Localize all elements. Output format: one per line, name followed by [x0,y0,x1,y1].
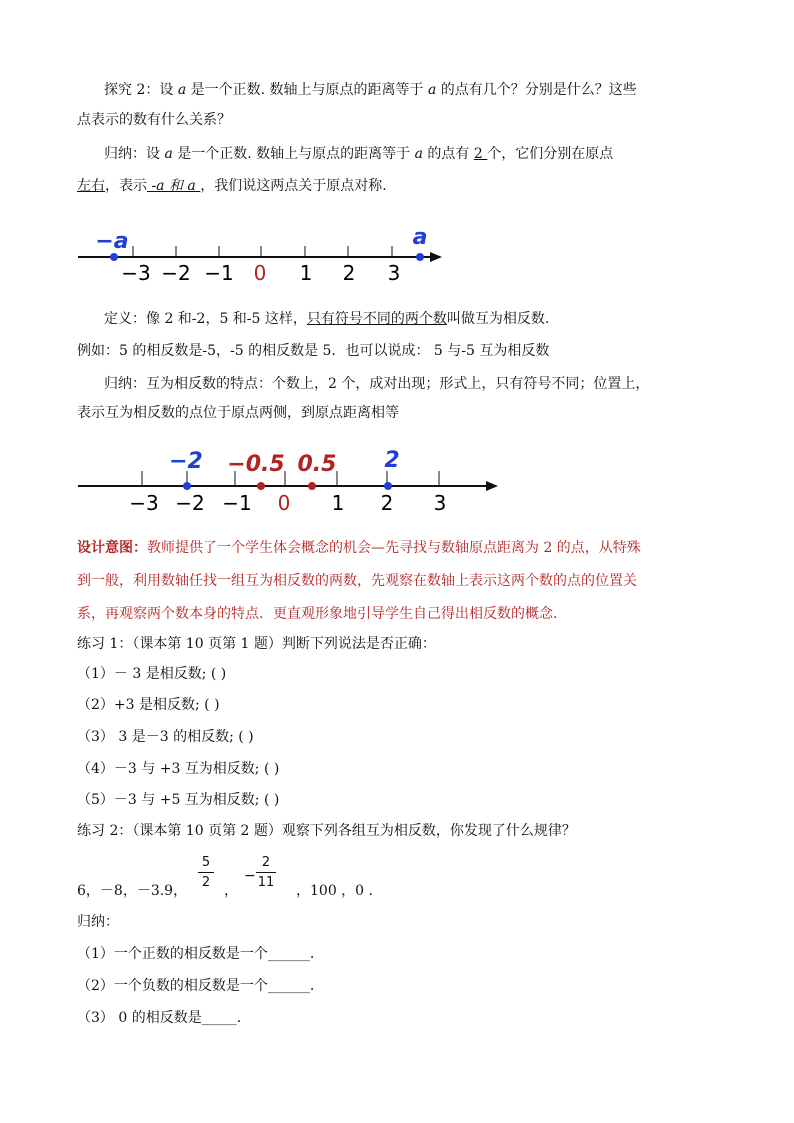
fraction-sign: − [244,868,256,884]
design-line2: 到一般，利用数轴任找一组互为相反数的两数，先观察在数轴上表示这两个数的点的位置关 [77,573,637,589]
summary3-item: （3） 0 的相反数是_____. [77,1010,242,1026]
fraction-denominator: 2 [201,875,211,890]
definition-underlined: 只有符号不同的两个数 [306,311,447,327]
blank-sides: 左右 [77,178,105,194]
fraction-numerator: 2 [261,855,271,870]
design-line1 [77,538,641,558]
tick-label: −2 [175,491,205,515]
summary2-line1: 归纳：互为相反数的特点：个数上，2 个，成对出现；形式上，只有符号不同；位置上， [104,376,650,392]
fraction-bar [256,872,276,873]
fraction-5-2 [198,855,214,890]
explore2-text: 是一个正数. 数轴上与原点的距离等于 [186,82,428,98]
exercise2-title: 练习 2：（课本第 10 页第 2 题）观察下列各组互为相反数，你发现了什么规律？ [77,823,576,839]
summary3-label: 归纳： [77,914,119,930]
separator: ， [224,883,238,899]
label-neg-a: −a [95,229,129,254]
fraction-bar [198,872,214,873]
summary1-line1 [104,144,613,164]
definition-line [104,309,549,329]
tick-label: 2 [342,261,356,285]
var-a: a [414,146,423,162]
point-a [416,253,424,261]
explore2-text: 的点有几个？分别是什么？这些 [436,82,637,98]
definition-text: 定义：像 2 和-2，5 和-5 这样， [104,311,307,327]
exercise1-item: （2）+3 是相反数; ( ) [77,697,220,713]
definition-text: 叫做互为相反数. [446,311,550,327]
summary1-text: 的点有 [422,146,474,162]
var-a: a [164,146,173,162]
design-label: 设计意图： [77,540,147,556]
summary2-line2: 表示互为相反数的点位于原点两侧，到原点距离相等 [77,405,399,421]
label-neg-2: −2 [169,449,203,474]
design-line3: 系，再观察两个数本身的特点．更直观形象地引导学生自己得出相反数的概念. [77,606,558,622]
tick-label-origin: 0 [277,491,291,515]
summary3-item: （1）一个正数的相反数是一个______. [77,946,315,962]
tick-label: −1 [204,261,234,285]
blank-values: -a 和 a [147,178,201,194]
explore2-line1 [104,80,637,100]
label-a: a [412,225,428,250]
design-text: 教师提供了一个学生体会概念的机会—先寻找与数轴原点距离为 2 的点，从特殊 [147,540,641,556]
example-line: 例如：5 的相反数是-5，-5 的相反数是 5．也可以说成： 5 与-5 互为相反数 [77,343,550,359]
explore2-text: 设 [159,82,178,98]
fraction-numerator: 5 [201,855,211,870]
summary1-text: 个，它们分别在原点 [487,146,614,162]
summary3-item: （2）一个负数的相反数是一个______. [77,978,315,994]
tick-label: 3 [387,261,401,285]
summary1-text: ，我们说这两点关于原点对称. [200,178,387,194]
exercise2-values-a: 6，－8，－3.9， [77,883,188,899]
exercise1-title: 练习 1：（课本第 10 页第 1 题）判断下列说法是否正确： [77,636,436,652]
axis-arrow-icon [430,252,442,262]
summary1-text: ，表示 [105,178,147,194]
tick-label: −2 [161,261,191,285]
tick-label: 3 [433,491,447,515]
exercise1-item: （3） 3 是－3 的相反数; ( ) [77,729,254,745]
tick-label-origin: 0 [253,261,267,285]
tick-label: −3 [121,261,151,285]
point-neg-0-5 [257,482,265,490]
tick-label: −1 [222,491,252,515]
var-a: a [427,82,437,98]
number-line-2 [70,444,502,520]
exercise2-values-b: ，100 ，0 . [296,883,373,899]
tick-label: 1 [299,261,313,285]
tick-label: 2 [380,491,394,515]
summary1-text: 是一个正数. 数轴上与原点的距离等于 [172,146,415,162]
point-0-5 [308,482,316,490]
label-0-5: 0.5 [297,452,337,477]
tick-label: −3 [129,491,159,515]
point-2 [384,482,392,490]
explore2-line2: 点表示的数有什么关系？ [77,112,231,128]
axis-arrow-icon [486,481,498,491]
exercise1-item: （5）－3 与 +5 互为相反数; ( ) [77,792,280,808]
fraction-2-11 [256,855,276,890]
tick-label: 1 [331,491,345,515]
blank-count: 2 [473,146,488,162]
exercise1-item: （4）－3 与 +3 互为相反数; ( ) [77,761,280,777]
var-a: a [177,82,187,98]
explore2-label: 探究 2： [104,82,160,98]
label-2: 2 [384,448,400,473]
summary1-text: 归纳：设 [104,146,165,162]
label-neg-0-5: −0.5 [227,452,285,477]
exercise1-item: （1）－ 3 是相反数; ( ) [77,666,227,682]
point-neg-2 [183,482,191,490]
summary1-line2 [77,176,387,196]
fraction-denominator: 11 [257,875,275,890]
point-neg-a [110,253,118,261]
number-line-1 [70,222,460,290]
